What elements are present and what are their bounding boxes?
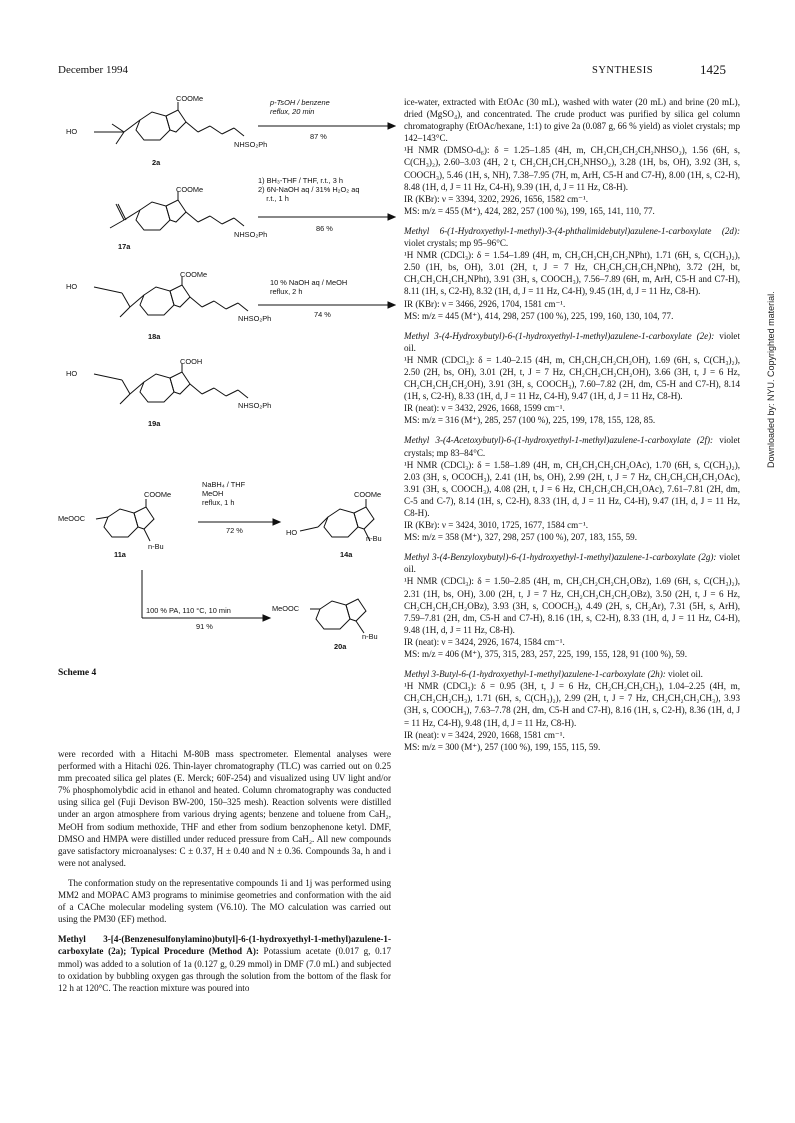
compound-11a: 11a (114, 550, 126, 559)
compound-2g-desc: violet oil. (404, 552, 740, 575)
compound-2e-heading (404, 330, 740, 354)
compound-2g-title: Methyl 3-(4-Benzyloxybutyl)-6-(1-hydroxyethyl-1-methyl)azulene-1-carboxylate (2g): (404, 552, 717, 563)
label-ho-19a: HO (66, 369, 78, 378)
ir-2g: IR (neat): ν = 3424, 2926, 1674, 1584 cm⁻¹. (404, 636, 565, 647)
label-ho-2a: HO (66, 127, 78, 136)
reaction-1-conditions: p-TsOH / benzene reflux, 20 min (270, 98, 330, 116)
reaction-scheme (58, 92, 396, 652)
structure-14a (300, 499, 374, 541)
label-nbu-11a: n-Bu (148, 542, 164, 551)
procedure-2a-body: Potassium acetate (0.017 g, 0.17 mmol) was added to a solution of 1a (0.127 g, 0.29 mmol) in DMF (7.0 mL) and subjected to oxidation by bubbling oxygen gas through the solution from the bottom of the flask for 12 h at 120°C. The reaction mixture was poured into (58, 946, 391, 993)
journal-name: SYNTHESIS (592, 65, 654, 76)
compound-2d-heading (404, 225, 740, 249)
label-coome-11a: COOMe (144, 490, 172, 499)
ir-2f: IR (KBr): ν = 3424, 3010, 1725, 1677, 1584 cm⁻¹. (404, 520, 588, 531)
label-nhso2ph-17a: NHSO₂Ph (234, 230, 268, 239)
reaction-5-yield: 91 % (196, 622, 213, 631)
procedure-2a (58, 933, 391, 993)
compound-2e-desc: violet oil. (404, 330, 740, 353)
procedure-2a-title: Methyl 3-[4-(Benzenesulfonylamino)butyl]-6-(1-hydroxyethyl-1-methyl)azulene-1-carboxylate (2a); Typical Procedure (Method A): (58, 934, 391, 957)
structure-20a (310, 599, 366, 633)
ms-2f: MS: m/z = 358 (M⁺), 327, 298, 257 (100 %), 207, 183, 155, 59. (404, 532, 637, 543)
compound-2f-title: Methyl 3-(4-Acetoxybutyl)-6-(1-hydroxyethyl-1-methyl)azulene-1-carboxylate (2f): (404, 435, 714, 446)
left-column (58, 748, 391, 994)
conformation-study: The conformation study on the representative compounds 1i and 1j was performed using MM2 and MOPAC AM3 programs to minimise geometries and conformation with the aid of a CAChe molecular modeling system (V6.10). The MO calculation was carried out using the PM30 (EF) method. (58, 877, 391, 925)
running-date: December 1994 (58, 64, 128, 76)
label-nhso2ph-2a: NHSO₂Ph (234, 140, 268, 149)
compound-2h-heading (404, 668, 740, 680)
ir-2e: IR (neat): ν = 3432, 2926, 1668, 1599 cm⁻¹. (404, 403, 565, 414)
compound-19a: 19a (148, 419, 161, 428)
download-note: Downloaded by: NYU. Copyrighted material. (766, 291, 776, 468)
ms-2a: MS: m/z = 455 (M⁺), 424, 282, 257 (100 %), 199, 165, 141, 110, 77. (404, 205, 655, 216)
label-coome-2a: COOMe (176, 94, 204, 103)
ms-2e: MS: m/z = 316 (M⁺), 285, 257 (100 %), 225, 199, 178, 155, 128, 85. (404, 415, 656, 426)
nmr-2h: ¹H NMR (CDCl₃): δ = 0.95 (3H, t, J = 6 Hz, CH₂CH₂CH₂CH₃), 1.04–2.25 (4H, m, CH₂CH₂CH₂CH₃), 1.71 (6H, s, C(CH₃)₂), 2.99 (2H, t, J = 7 Hz, CH₂CH₂CH₂CH₃), 3.93 (3H, s, COOCH₃), 7.63–7.78 (2H, dm, C5-H and C7-H), 8.16 (1H, s, C2-H), 8.36 (1H, d, J = 11 Hz, C4-H), 9.48 (1H, d, J = 11 Hz, C8-H). (404, 681, 740, 728)
nmr-2d: ¹H NMR (CDCl₃): δ = 1.54–1.89 (4H, m, CH₂CH₂CH₂CH₂NPht), 1.71 (6H, s, C(CH₃)₂), 2.50 (1H, bs, OH), 3.01 (2H, t, J = 7 Hz, CH₂CH₂CH₂CH₂NPht), 3.72 (2H, bt, CH₂CH₂CH₂CH₂NPht), 3.91 (3H, s, COOCH₃), 7.56–7.89 (6H, m, ArH, C5-H and C7-H), 8.11 (1H, s, C2-H), 8.32 (1H, d, J = 11 Hz, C4-H), 9.45 (1H, d, J = 11 Hz, C8-H). (404, 250, 740, 297)
label-nbu-20a: n-Bu (362, 632, 378, 641)
compound-2f-desc: violet crystals; mp 83–84°C. (404, 435, 741, 458)
label-cooh-19a: COOH (180, 357, 203, 366)
reaction-2-conditions: 1) BH₃-THF / THF, r.t., 3 h 2) 6N-NaOH aq / 31% H₂O₂ aq r.t., 1 h (258, 176, 360, 203)
compound-18a: 18a (148, 332, 161, 341)
ir-2h: IR (neat): ν = 3424, 2920, 1668, 1581 cm⁻¹. (404, 729, 565, 740)
label-coome-17a: COOMe (176, 185, 204, 194)
label-nhso2ph-18a: NHSO₂Ph (238, 314, 272, 323)
nmr-2e: ¹H NMR (CDCl₃): δ = 1.40–2.15 (4H, m, CH₂CH₂CH₂CH₂OH), 1.69 (6H, s, C(CH₃)₂), 2.50 (2H, bs, OH), 3.01 (2H, t, J = 7 Hz, CH₂CH₂CH₂CH₂OH), 3.66 (3H, t, J = 6 Hz, CH₂CH₂CH₂CH₂OH), 3.91 (3H, s, COOCH₃), 7.60–7.82 (2H, dm, C5-H and C7-H), 8.14 (1H, s, C2-H), 8.33 (1H, d, J = 11 Hz, C4-H), 9.47 (1H, d, J = 11 Hz, C8-H). (404, 354, 740, 402)
structure-2a (94, 102, 244, 144)
compound-17a: 17a (118, 242, 131, 251)
label-coome-18a: COOMe (180, 270, 208, 279)
compound-2g-heading (404, 551, 740, 575)
reaction-3-yield: 74 % (314, 310, 331, 319)
compound-2h-desc: violet oil. (665, 669, 703, 680)
label-coome-14a: COOMe (354, 490, 382, 499)
structure-19a (94, 364, 248, 404)
ms-2g: MS: m/z = 406 (M⁺), 375, 315, 283, 257, 225, 199, 155, 128, 91 (100 %), 59. (404, 649, 687, 660)
right-column (404, 96, 740, 753)
compound-20a: 20a (334, 642, 347, 651)
compound-2d-desc: violet crystals; mp 95–96°C. (404, 238, 509, 249)
reaction-4-conditions: NaBH₄ / THF MeOH reflux, 1 h (202, 480, 246, 507)
nmr-2f: ¹H NMR (CDCl₃): δ = 1.58–1.89 (4H, m, CH₂CH₂CH₂CH₂OAc), 1.70 (6H, s, C(CH₃)₂), 2.03 (3H, s, OCOCH₃), 2.41 (1H, bs, OH), 2.99 (2H, t, J = 7 Hz, CH₂CH₂CH₂CH₂OAc), 3.91 (3H, s, COOCH₃), 4.08 (2H, t, J = 6 Hz, CH₂CH₂CH₂CH₂OAc), 7.61–7.81 (2H, dm, C-5 and C-7), 8.14 (1H, s, C2-H), 8.33 (1H, d, J = 11 Hz, C4-H), 9.47 (1H, d, J = 11 Hz, C8-H). (404, 459, 740, 518)
structure-18a (94, 277, 248, 317)
reaction-4-yield: 72 % (226, 526, 243, 535)
page-number: 1425 (700, 62, 726, 77)
label-ho-18a: HO (66, 282, 78, 291)
label-meooc-20a: MeOOC (272, 604, 300, 613)
compound-14a: 14a (340, 550, 353, 559)
structure-17a (110, 192, 244, 230)
compound-2d-title: Methyl 6-(1-Hydroxyethyl-1-methyl)-3-(4-phthalimidebutyl)azulene-1-carboxylate (2d): (404, 225, 740, 236)
scheme-caption: Scheme 4 (58, 668, 97, 678)
compound-2a: 2a (152, 158, 161, 167)
compound-2e-title: Methyl 3-(4-Hydroxybutyl)-6-(1-hydroxyethyl-1-methyl)azulene-1-carboxylate (2e): (404, 330, 715, 341)
ms-2h: MS: m/z = 300 (M⁺), 257 (100 %), 199, 155, 115, 59. (404, 741, 601, 752)
label-meooc-11a: MeOOC (58, 514, 86, 523)
experimental-general: were recorded with a Hitachi M-80B mass spectrometer. Elemental analyses were performed with a Hitachi 026. Thin-layer chromatography (TLC) was carried out on 0.25 mm precoated silica gel plates (E. Merck; 60F-254) and visualized using UV light and/or 7% phosphomolybdic acid in ethanol and heated. Column chromatography was conducted using silica gel (Fuji Devison BW-200, 150–325 mesh). Reaction solvents were distilled under an argon atmosphere from various drying agents; benzene and toluene from CaH₂, MeOH from sodium methoxide, THF and ether from sodium benzophenone ketyl. DMF, DMSO and HMPA were distilled under reduced pressure from CaH₂. All new compounds gave satisfactory microanalyses: C ± 0.37, H ± 0.40 and N ± 0.36. Compounds 3a, h and i were not analysed. (58, 749, 391, 868)
ir-2a: IR (KBr): ν = 3394, 3202, 2926, 1656, 1582 cm⁻¹. (404, 193, 588, 204)
structure-11a (96, 499, 154, 541)
label-ho-14a: HO (286, 528, 298, 537)
label-nbu-14a: n-Bu (366, 534, 382, 543)
procedure-2a-cont: ice-water, extracted with EtOAc (30 mL), washed with water (20 mL) and brine (20 mL), dried (MgSO₄), and concentrated. The crude product was purified by silica gel column chromatography (EtOAc/hexane, 1:1) to give 2a (0.087 g, 66 % yield) as violet crystals; mp 142–143°C. (404, 97, 740, 144)
label-nhso2ph-19a: NHSO₂Ph (238, 401, 272, 410)
compound-2f-heading (404, 434, 740, 458)
nmr-2g: ¹H NMR (CDCl₃): δ = 1.50–2.85 (4H, m, CH₂CH₂CH₂CH₂OBz), 1.69 (6H, s, C(CH₃)₂), 2.31 (1H, bs, OH), 3.00 (2H, t, J = 7 Hz, CH₂CH₂CH₂CH₂OBz), 3.50 (2H, t, J = 6 Hz, CH₂CH₂CH₂CH₂OBz), 3.93 (3H, s, COOCH₃), 4.49 (2H, s, CH₂Ar), 7.31 (5H, s, ArH), 7.59–7.81 (2H, dm, C5-H and C7-H), 8.16 (1H, s, C2-H), 8.33 (1H, d, J = 11 Hz, C4-H), 9.48 (1H, d, J = 11 Hz, C8-H). (404, 576, 740, 635)
reaction-5-conditions: 100 % PA, 110 °C, 10 min (146, 606, 231, 615)
reaction-3-conditions: 10 % NaOH aq / MeOH reflux, 2 h (270, 278, 348, 296)
nmr-2a: ¹H NMR (DMSO-d₆): δ = 1.25–1.85 (4H, m, CH₂CH₂CH₂CH₂NHSO₂), 1.56 (6H, s, C(CH₃)₂), 2.60–3.03 (4H, 2 t, CH₂CH₂CH₂CH₂NHSO₂), 3.28 (1H, bs, OH), 3.92 (3H, s, COOCH₃), 5.46 (1H, s, NH), 7.38–7.95 (7H, m, ArH, C5-H and C7-H), 8.00 (1H, s, C2-H), 8.48 (1H, d, J = 11 Hz, C4-H), 9.39 (1H, d, J = 11 Hz, C8-H). (404, 145, 740, 192)
reaction-1-yield: 87 % (310, 132, 327, 141)
ms-2d: MS: m/z = 445 (M⁺), 414, 298, 257 (100 %), 225, 199, 160, 130, 104, 77. (404, 310, 674, 321)
ir-2d: IR (KBr): ν = 3466, 2926, 1704, 1581 cm⁻¹. (404, 298, 566, 309)
reaction-2-yield: 86 % (316, 224, 333, 233)
compound-2h-title: Methyl 3-Butyl-6-(1-hydroxyethyl-1-methyl)azulene-1-carboxylate (2h): (404, 669, 666, 680)
